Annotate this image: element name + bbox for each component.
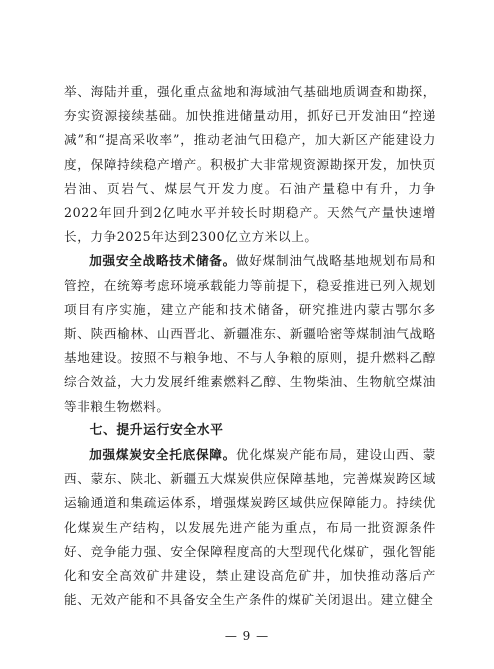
paragraph-lead: 加强安全战略技术储备。 bbox=[89, 253, 236, 269]
paragraph-oil-gas-exploration bbox=[64, 80, 436, 249]
paragraph-strategic-reserve bbox=[64, 249, 436, 418]
paragraph-text: 举、海陆并重，强化重点盆地和海域油气基础地质调查和勘探，夯实资源接续基础。加快推进储量动用，抓好已开发油田“控递减”和“提高采收率”，推动老油气田稳产，加大新区产能建设力度，保障持续稳产增产。积极扩大非常规资源勘探开发，加快页岩油、页岩气、煤层气开发力度。石油产量稳中有升，力争2022年回升到2亿吨水平并较长时期稳产。天然气产量快速增长，力争2025年达到2300亿立方米以上。 bbox=[64, 84, 436, 245]
page-number: — 9 — bbox=[224, 629, 270, 643]
paragraph-lead: 加强煤炭安全托底保障。 bbox=[89, 447, 236, 463]
paragraph-coal-security bbox=[64, 443, 436, 612]
paragraph-text: 优化煤炭产能布局，建设山西、蒙西、蒙东、陕北、新疆五大煤炭供应保障基地，完善煤炭跨区域运输通道和集疏运体系，增强煤炭跨区域供应保障能力。持续优化煤炭生产结构，以发展先进产能为重点，布局一批资源条件好、竞争能力强、安全保障程度高的大型现代化煤矿，强化智能化和安全高效矿井建设，禁止建设高危矿井，加快推动落后产能、无效产能和不具备安全生产条件的煤矿关闭退出。建立健全 bbox=[64, 447, 436, 608]
section-heading: 七、提升运行安全水平 bbox=[89, 422, 224, 438]
paragraph-text: 做好煤制油气战略基地规划布局和管控，在统筹考虑环境承载能力等前提下，稳妥推进已列入规划项目有序实施，建立产能和技术储备，研究推进内蒙古鄂尔多斯、陕西榆林、山西晋北、新疆准东、新疆哈密等煤制油气战略基地建设。按照不与粮争地、不与人争粮的原则，提升燃料乙醇综合效益，大力发展纤维素燃料乙醇、生物柴油、生物航空煤油等非粮生物燃料。 bbox=[64, 253, 436, 414]
document-body bbox=[64, 80, 436, 612]
